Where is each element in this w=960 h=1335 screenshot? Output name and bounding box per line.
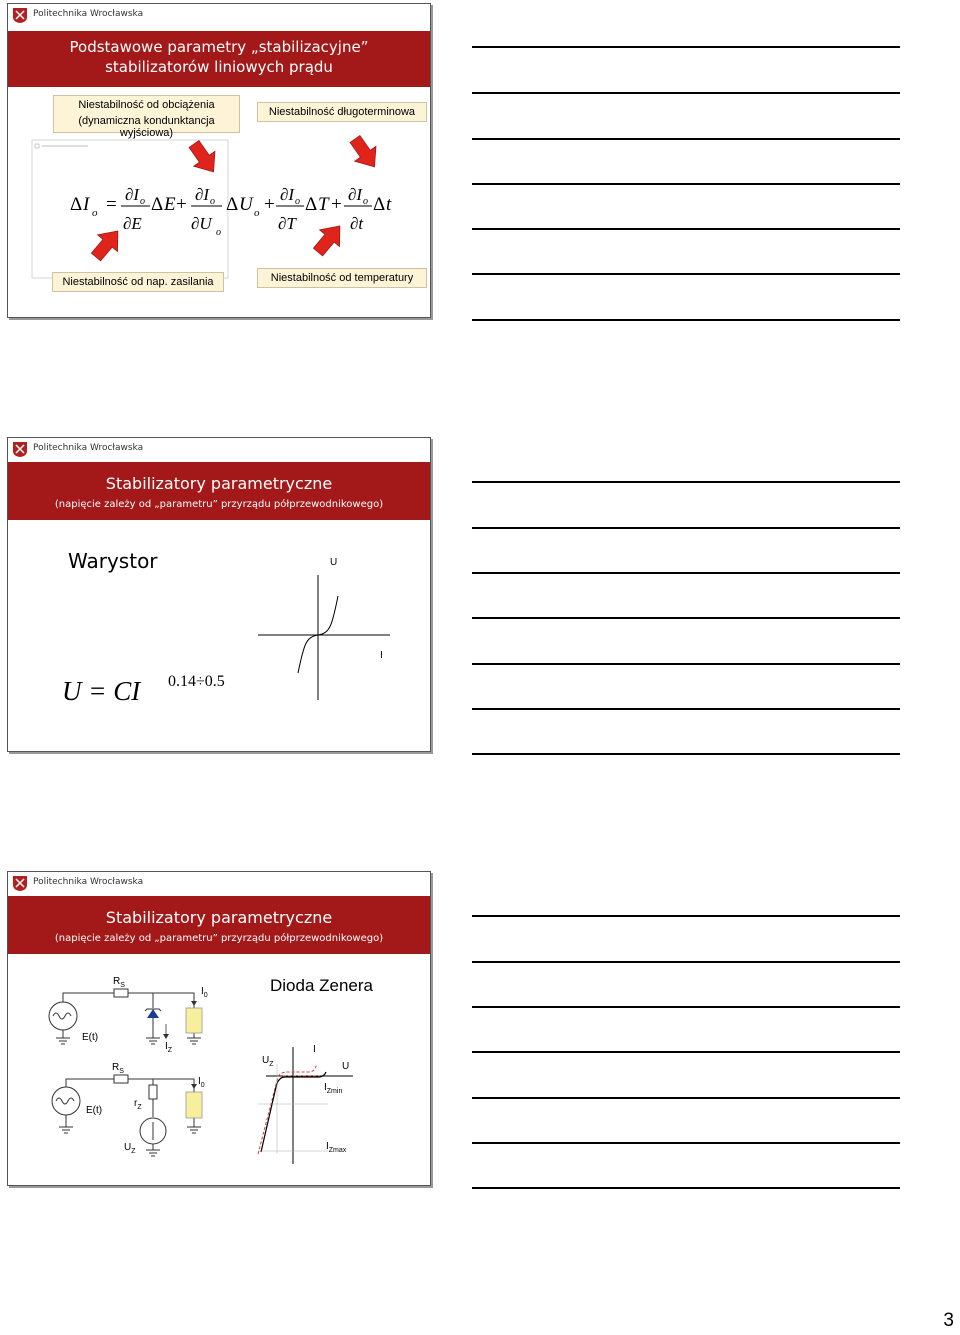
graph-uz-label: U — [262, 1055, 270, 1066]
i0-label: I — [201, 986, 204, 997]
iz-label: I — [165, 1041, 168, 1052]
notes-line — [472, 1097, 900, 1099]
arrow-up-icon — [308, 218, 350, 261]
svg-text:∂U: ∂U — [191, 214, 212, 233]
slide-2 — [7, 437, 431, 752]
svg-text:+: + — [176, 194, 187, 215]
svg-text:o: o — [216, 227, 221, 238]
slide-title — [8, 31, 430, 87]
svg-text:o: o — [210, 196, 215, 207]
svg-text:∂I: ∂I — [348, 185, 363, 204]
svg-text:+: + — [264, 194, 275, 215]
notes-line — [472, 92, 900, 94]
load-icon — [186, 1092, 202, 1118]
svg-text:Δ: Δ — [70, 194, 83, 215]
svg-text:RS: $R_S$ — [113, 976, 125, 989]
notes-line — [472, 46, 900, 48]
graph-i-label: I — [313, 1044, 316, 1055]
svg-text:I0: $I_0$ — [201, 986, 208, 999]
slide-subtitle: (napięcie zależy od „parametru” przyrządu półprzewodnikowego) — [54, 499, 384, 510]
zener-diode-title: Dioda Zenera — [270, 976, 374, 995]
resistor-rz-icon — [149, 1085, 157, 1099]
notes-line — [472, 663, 900, 665]
svg-text:o: o — [254, 207, 260, 219]
label-supply-instability: Niestabilność od nap. zasilania — [52, 272, 224, 292]
notes-line — [472, 572, 900, 574]
et-label: E(t) — [86, 1105, 103, 1116]
notes-line — [472, 481, 900, 483]
i-axis-label: I — [380, 650, 383, 661]
load-icon — [186, 1008, 202, 1033]
svg-text:IZmax: $I_{Zmax}$ — [326, 1141, 347, 1154]
svg-text:T: T — [318, 194, 329, 215]
label-long-term-instability: Niestabilność długoterminowa — [257, 102, 427, 122]
page-number: 3 — [943, 1310, 954, 1331]
notes-line — [472, 1187, 900, 1189]
slide-subtitle: (napięcie zależy od „parametru” przyrządu półprzewodnikowego) — [54, 933, 384, 944]
notes-line — [472, 527, 900, 529]
svg-text:∂I: ∂I — [125, 185, 140, 204]
svg-text:I0: $I_0$ — [198, 1076, 205, 1089]
svg-text:E: E — [164, 194, 176, 215]
varistor-iv-plot — [8, 438, 432, 753]
slide-header — [8, 4, 430, 26]
slide-title-main: Stabilizatory parametryczne — [105, 908, 333, 927]
svg-text:Δ: Δ — [305, 194, 318, 215]
svg-text:∂I: ∂I — [280, 185, 295, 204]
svg-text:+: + — [331, 194, 342, 215]
svg-text:RS: $R_S$ — [112, 1062, 124, 1075]
notes-line — [472, 1142, 900, 1144]
svg-text:o: o — [140, 196, 145, 207]
izmax-label: I — [326, 1141, 329, 1152]
arrow-up-icon — [86, 223, 128, 266]
stability-formula — [70, 185, 392, 238]
svg-text:rZ: $r_Z$ — [134, 1098, 142, 1111]
rz-label: r — [134, 1098, 138, 1109]
slide-title-line2: stabilizatorów liniowych prądu — [105, 58, 333, 76]
arrow-down-icon — [183, 137, 224, 180]
resistor-rs-icon — [114, 1075, 128, 1083]
notes-line — [472, 617, 900, 619]
zener-circuits — [8, 872, 432, 1187]
notes-line — [472, 1006, 900, 1008]
svg-text:Δ: Δ — [373, 194, 386, 215]
svg-text:IZ: $I_Z$ — [165, 1041, 173, 1054]
svg-text:U: U — [239, 194, 253, 215]
notes-line — [472, 915, 900, 917]
university-name: Politechnika Wrocławska — [33, 443, 144, 453]
i0-label: I — [198, 1076, 201, 1087]
zener-diode-icon — [145, 1009, 161, 1018]
svg-text:∂I: ∂I — [195, 185, 210, 204]
resistor-rs-icon — [114, 989, 128, 997]
svg-text:Δ: Δ — [151, 194, 164, 215]
svg-text:∂t: ∂t — [350, 214, 364, 233]
slide-title-main: Stabilizatory parametryczne — [105, 474, 333, 493]
arrow-down-icon — [344, 134, 385, 174]
label-load-instability: Niestabilność od obciążenia (dynamiczna kondunktancja wyjściowa) — [53, 95, 240, 133]
notes-line — [472, 273, 900, 275]
notes-line — [472, 708, 900, 710]
notes-line — [472, 183, 900, 185]
izmin-label: I — [324, 1082, 327, 1093]
svg-text:∂T: ∂T — [278, 214, 296, 233]
label-temperature-instability: Niestabilność od temperatury — [257, 268, 427, 288]
warystor-label: Warystor — [68, 549, 158, 573]
svg-text:IZmin: $I_{Zmin}$ — [324, 1082, 343, 1095]
graph-u-label: U — [342, 1061, 350, 1072]
u-axis-label: U — [330, 557, 338, 568]
university-name: Politechnika Wrocławska — [33, 9, 144, 19]
slide-1 — [7, 3, 431, 318]
notes-line — [472, 228, 900, 230]
university-name: Politechnika Wrocławska — [33, 877, 144, 887]
varistor-formula: U = CI — [62, 676, 141, 706]
notes-line — [472, 138, 900, 140]
slide-title-line1: Podstawowe parametry „stabilizacyjne” — [69, 38, 369, 56]
slide-3 — [7, 871, 431, 1186]
svg-text:=: = — [106, 194, 117, 215]
svg-text:∂E: ∂E — [123, 214, 142, 233]
notes-line — [472, 1051, 900, 1053]
notes-line — [472, 961, 900, 963]
svg-text:UZ: $U_Z$ — [262, 1055, 274, 1068]
uz-label: U — [124, 1142, 132, 1153]
svg-text:o: o — [92, 207, 98, 219]
varistor-formula-exponent: 0.14÷0.5 — [168, 673, 225, 690]
svg-text:Δ: Δ — [226, 194, 239, 215]
svg-text:UZ: $U_Z$ — [124, 1142, 136, 1155]
svg-text:o: o — [295, 196, 300, 207]
svg-text:t: t — [386, 194, 392, 215]
rs-label: R — [112, 1062, 120, 1073]
svg-text:o: o — [363, 196, 368, 207]
notes-line — [472, 319, 900, 321]
university-crest-icon — [12, 7, 28, 24]
svg-text:I: I — [83, 194, 90, 215]
notes-line — [472, 753, 900, 755]
et-label: E(t) — [82, 1032, 99, 1043]
rs-label: R — [113, 976, 121, 987]
